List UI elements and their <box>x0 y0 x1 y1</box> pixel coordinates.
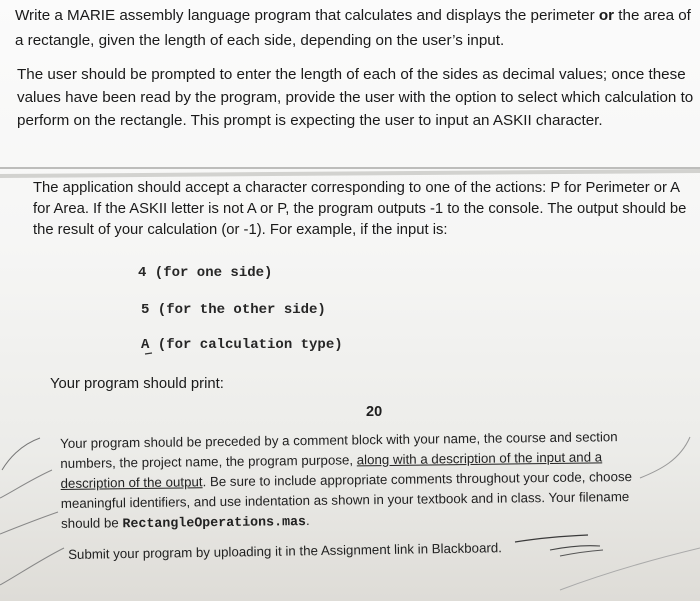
application-paragraph: The application should accept a character corresponding to one of the actions: P for Perimeter or A for Area. If the ASKII letter is not A or P, the program outputs -1 to the console. The output should be the result of your calculation (or -1). For example, if the input is: <box>33 180 687 238</box>
submission-instruction: Submit your program by uploading it in the Assignment link in Blackboard. <box>68 540 503 562</box>
fold-shadow <box>0 171 700 176</box>
pen-scribble-right-1 <box>515 535 588 542</box>
pen-stroke-left-2 <box>0 470 52 498</box>
pen-stroke-left-4 <box>0 548 64 585</box>
pen-tick-mark <box>145 353 152 354</box>
pen-stroke-right <box>640 437 690 478</box>
example-input-calc-type: A (for calculation type) <box>141 337 343 353</box>
print-result-value: 20 <box>366 404 383 420</box>
filename-text: RectangleOperations.mas <box>122 514 307 532</box>
requirements-underlined-text: along with a description of the input and a description of the output <box>60 449 603 491</box>
example-input-side-one: 4 (for one side) <box>138 265 273 281</box>
intro-or-emphasis: or <box>598 7 615 24</box>
intro-text-start: Write a MARIE assembly language program that calculates and displays the perimeter <box>15 7 599 24</box>
pen-scribble-right-3 <box>560 550 603 556</box>
pen-stroke-left-3 <box>0 512 58 534</box>
pen-stroke-left-1 <box>2 438 40 470</box>
intro-text-end: the area of a rectangle, given the length of each side, depending on the user’s input. <box>15 7 691 49</box>
requirements-text-middle: . Be sure to include appropriate comments throughout your code, choose meaningful identifiers, and use indentation as shown in your textbook and in class. Your filename should be <box>60 469 633 531</box>
print-label: Your program should print: <box>50 376 224 392</box>
example-input-side-two: 5 (for the other side) <box>141 302 326 318</box>
requirements-text-start: Your program should be preceded by a comment block with your name, the course and section numbers, the project name, the program purpose, <box>60 429 618 471</box>
prompt-paragraph: The user should be prompted to enter the length of each of the sides as decimal values; once these values have been read by the program, provide the user with the option to select which calculation to perform on the rectangle. This prompt is expecting the user to input an ASKII character. <box>17 66 694 129</box>
requirements-text-end: . <box>305 512 310 529</box>
pen-stroke-bottom <box>560 548 700 590</box>
pen-scribble-right-2 <box>550 546 600 550</box>
